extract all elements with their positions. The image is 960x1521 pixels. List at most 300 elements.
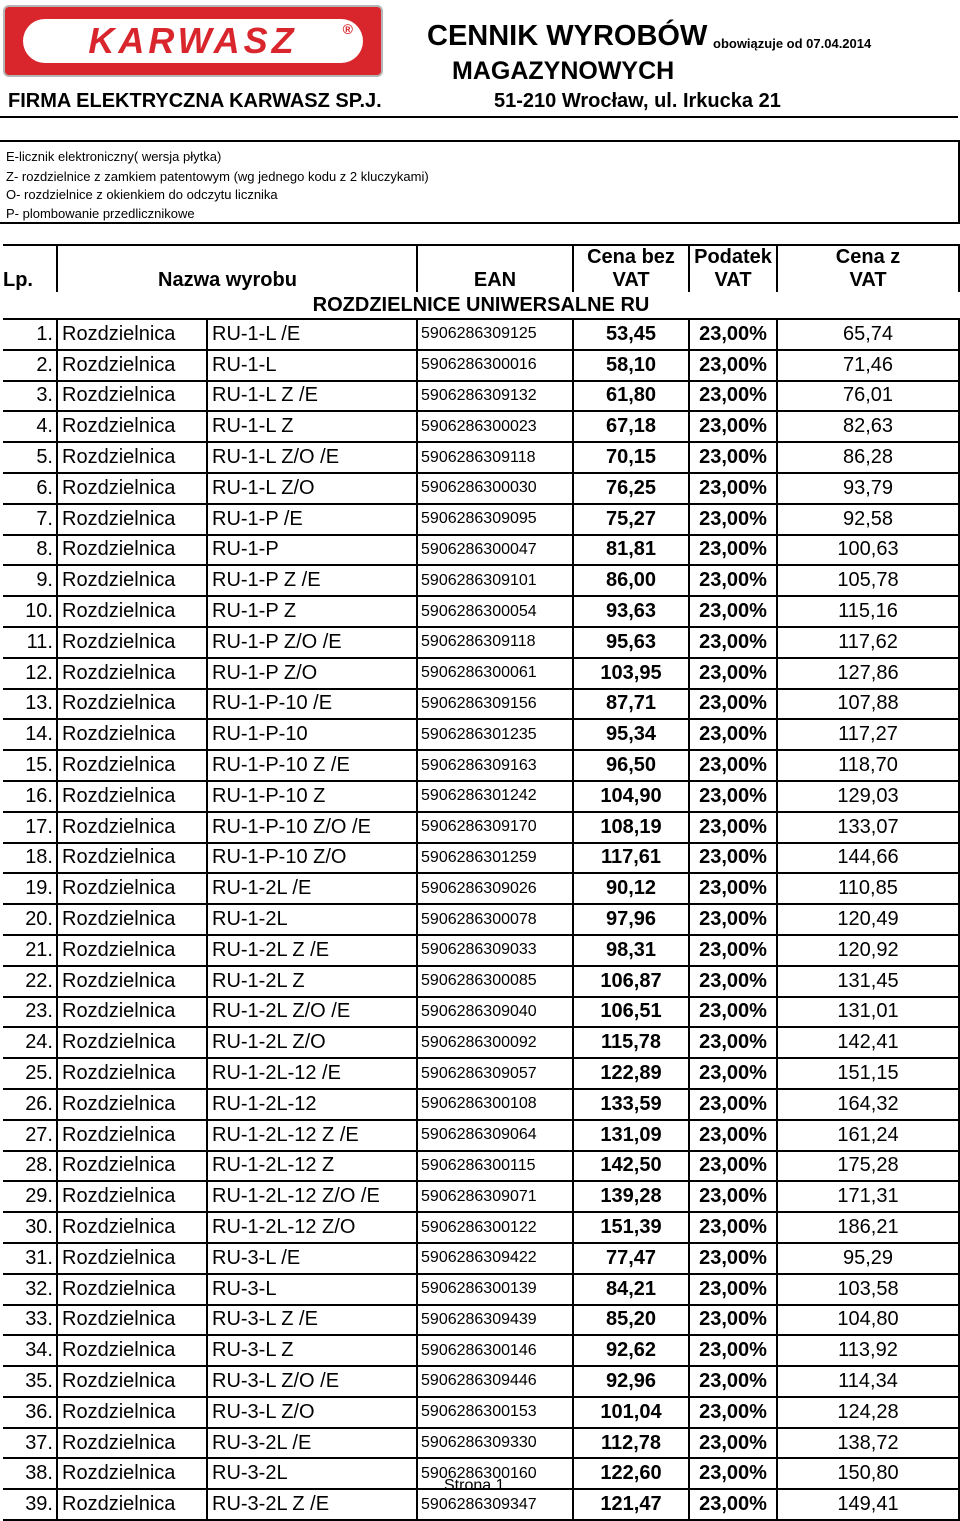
net-price: 86,00	[573, 565, 689, 596]
ean-code: 5906286309446	[417, 1366, 573, 1397]
header-lp: Lp.	[3, 245, 57, 292]
vat-rate: 23,00%	[689, 719, 777, 750]
row-number: 13.	[3, 689, 57, 720]
product-type: RU-3-L Z/O	[207, 1397, 417, 1428]
gross-price: 118,70	[777, 750, 959, 781]
vat-rate: 23,00%	[689, 1058, 777, 1089]
row-number: 36.	[3, 1397, 57, 1428]
net-price: 121,47	[573, 1489, 689, 1520]
gross-price: 164,32	[777, 1089, 959, 1120]
product-name: Rozdzielnica	[57, 1151, 207, 1182]
gross-price: 144,66	[777, 843, 959, 874]
ean-code: 5906286301242	[417, 781, 573, 812]
net-price: 122,89	[573, 1058, 689, 1089]
row-number: 24.	[3, 1027, 57, 1058]
product-type: RU-1-P	[207, 535, 417, 566]
gross-price: 129,03	[777, 781, 959, 812]
vat-rate: 23,00%	[689, 997, 777, 1028]
row-number: 23.	[3, 997, 57, 1028]
table-row	[3, 535, 959, 566]
gross-price: 86,28	[777, 442, 959, 473]
gross-price: 117,62	[777, 627, 959, 658]
net-price: 139,28	[573, 1181, 689, 1212]
ean-code: 5906286309095	[417, 504, 573, 535]
vat-rate: 23,00%	[689, 1335, 777, 1366]
ean-code: 5906286300047	[417, 535, 573, 566]
ean-code: 5906286300054	[417, 596, 573, 627]
product-type: RU-1-L /E	[207, 319, 417, 350]
gross-price: 131,45	[777, 966, 959, 997]
net-price: 104,90	[573, 781, 689, 812]
gross-price: 82,63	[777, 411, 959, 442]
gross-price: 120,92	[777, 935, 959, 966]
gross-price: 161,24	[777, 1120, 959, 1151]
gross-price: 65,74	[777, 319, 959, 350]
gross-price: 92,58	[777, 504, 959, 535]
vat-rate: 23,00%	[689, 535, 777, 566]
product-name: Rozdzielnica	[57, 1120, 207, 1151]
product-name: Rozdzielnica	[57, 1335, 207, 1366]
table-row	[3, 1181, 959, 1212]
vat-rate: 23,00%	[689, 442, 777, 473]
product-type: RU-1-2L	[207, 904, 417, 935]
gross-price: 76,01	[777, 381, 959, 412]
ean-code: 5906286300108	[417, 1089, 573, 1120]
table-row	[3, 750, 959, 781]
row-number: 11.	[3, 627, 57, 658]
product-name: Rozdzielnica	[57, 966, 207, 997]
row-number: 32.	[3, 1274, 57, 1305]
ean-code: 5906286309125	[417, 319, 573, 350]
row-number: 3.	[3, 381, 57, 412]
header-net-price	[573, 245, 689, 292]
row-number: 5.	[3, 442, 57, 473]
vat-rate: 23,00%	[689, 350, 777, 381]
product-type: RU-1-L	[207, 350, 417, 381]
logo-badge	[23, 19, 363, 63]
net-price: 90,12	[573, 873, 689, 904]
net-price: 77,47	[573, 1243, 689, 1274]
gross-price: 105,78	[777, 565, 959, 596]
row-number: 8.	[3, 535, 57, 566]
net-price: 93,63	[573, 596, 689, 627]
vat-rate: 23,00%	[689, 1089, 777, 1120]
row-number: 16.	[3, 781, 57, 812]
net-price: 151,39	[573, 1212, 689, 1243]
vat-rate: 23,00%	[689, 689, 777, 720]
valid-from-date: obowiązuje od 07.04.2014	[713, 36, 872, 51]
product-name: Rozdzielnica	[57, 565, 207, 596]
net-price: 61,80	[573, 381, 689, 412]
vat-rate: 23,00%	[689, 1428, 777, 1459]
product-type: RU-1-2L Z /E	[207, 935, 417, 966]
ean-code: 5906286309163	[417, 750, 573, 781]
vat-rate: 23,00%	[689, 565, 777, 596]
ean-code: 5906286309347	[417, 1489, 573, 1520]
table-row	[3, 1212, 959, 1243]
product-name: Rozdzielnica	[57, 873, 207, 904]
row-number: 30.	[3, 1212, 57, 1243]
product-name: Rozdzielnica	[57, 1243, 207, 1274]
vat-rate: 23,00%	[689, 1181, 777, 1212]
table-row	[3, 1397, 959, 1428]
product-type: RU-1-P Z/O	[207, 658, 417, 689]
vat-rate: 23,00%	[689, 812, 777, 843]
header-ean: EAN	[417, 245, 573, 292]
gross-price: 142,41	[777, 1027, 959, 1058]
gross-price: 149,41	[777, 1489, 959, 1520]
net-price: 98,31	[573, 935, 689, 966]
product-type: RU-1-2L-12 Z/O /E	[207, 1181, 417, 1212]
ean-code: 5906286309040	[417, 997, 573, 1028]
product-name: Rozdzielnica	[57, 658, 207, 689]
gross-price: 186,21	[777, 1212, 959, 1243]
ean-code: 5906286309330	[417, 1428, 573, 1459]
product-name: Rozdzielnica	[57, 1397, 207, 1428]
row-number: 37.	[3, 1428, 57, 1459]
product-type: RU-1-P Z	[207, 596, 417, 627]
vat-rate: 23,00%	[689, 627, 777, 658]
product-name: Rozdzielnica	[57, 596, 207, 627]
ean-code: 5906286301259	[417, 843, 573, 874]
table-row	[3, 904, 959, 935]
product-type: RU-3-L Z	[207, 1335, 417, 1366]
table-row	[3, 1428, 959, 1459]
header-divider	[0, 116, 958, 118]
table-row	[3, 1027, 959, 1058]
row-number: 10.	[3, 596, 57, 627]
net-price: 112,78	[573, 1428, 689, 1459]
gross-price: 117,27	[777, 719, 959, 750]
table-row	[3, 1335, 959, 1366]
gross-price: 175,28	[777, 1151, 959, 1182]
net-price: 96,50	[573, 750, 689, 781]
company-logo	[3, 5, 383, 77]
product-type: RU-3-2L Z /E	[207, 1489, 417, 1520]
gross-price: 104,80	[777, 1305, 959, 1336]
vat-rate: 23,00%	[689, 966, 777, 997]
ean-code: 5906286309422	[417, 1243, 573, 1274]
gross-price: 150,80	[777, 1458, 959, 1489]
gross-price: 171,31	[777, 1181, 959, 1212]
header-vat-line2: VAT	[714, 269, 752, 291]
row-number: 1.	[3, 319, 57, 350]
gross-price: 113,92	[777, 1335, 959, 1366]
ean-code: 5906286300092	[417, 1027, 573, 1058]
product-name: Rozdzielnica	[57, 627, 207, 658]
gross-price: 110,85	[777, 873, 959, 904]
product-name: Rozdzielnica	[57, 689, 207, 720]
product-name: Rozdzielnica	[57, 1305, 207, 1336]
row-number: 2.	[3, 350, 57, 381]
table-row	[3, 1243, 959, 1274]
vat-rate: 23,00%	[689, 1305, 777, 1336]
net-price: 92,96	[573, 1366, 689, 1397]
ean-code: 5906286300016	[417, 350, 573, 381]
row-number: 28.	[3, 1151, 57, 1182]
ean-code: 5906286300085	[417, 966, 573, 997]
product-type: RU-1-2L /E	[207, 873, 417, 904]
product-name: Rozdzielnica	[57, 719, 207, 750]
row-number: 17.	[3, 812, 57, 843]
net-price: 122,60	[573, 1458, 689, 1489]
product-name: Rozdzielnica	[57, 812, 207, 843]
table-row	[3, 935, 959, 966]
product-type: RU-1-P Z/O /E	[207, 627, 417, 658]
gross-price: 133,07	[777, 812, 959, 843]
header-gross-line1: Cena z	[835, 246, 901, 268]
product-type: RU-1-P Z /E	[207, 565, 417, 596]
ean-code: 5906286309057	[417, 1058, 573, 1089]
net-price: 95,34	[573, 719, 689, 750]
product-type: RU-1-P-10 Z /E	[207, 750, 417, 781]
table-row	[3, 1089, 959, 1120]
gross-price: 138,72	[777, 1428, 959, 1459]
table-row	[3, 781, 959, 812]
vat-rate: 23,00%	[689, 1458, 777, 1489]
vat-rate: 23,00%	[689, 1212, 777, 1243]
row-number: 7.	[3, 504, 57, 535]
product-name: Rozdzielnica	[57, 411, 207, 442]
registered-mark-icon: ®	[342, 21, 353, 37]
table-row	[3, 442, 959, 473]
product-name: Rozdzielnica	[57, 442, 207, 473]
header-vat-line1: Podatek	[694, 246, 772, 268]
vat-rate: 23,00%	[689, 1489, 777, 1520]
header-vat	[689, 245, 777, 292]
net-price: 76,25	[573, 473, 689, 504]
table-header-row	[3, 245, 959, 292]
net-price: 67,18	[573, 411, 689, 442]
product-type: RU-1-2L Z/O /E	[207, 997, 417, 1028]
vat-rate: 23,00%	[689, 1151, 777, 1182]
product-name: Rozdzielnica	[57, 1458, 207, 1489]
row-number: 25.	[3, 1058, 57, 1089]
logo-text: KARWASZ	[88, 20, 298, 61]
gross-price: 120,49	[777, 904, 959, 935]
legend-item: Z- rozdzielnice z zamkiem patentowym (wg jednego kodu z 2 kluczykami)	[6, 169, 429, 184]
vat-rate: 23,00%	[689, 319, 777, 350]
vat-rate: 23,00%	[689, 843, 777, 874]
gross-price: 103,58	[777, 1274, 959, 1305]
gross-price: 93,79	[777, 473, 959, 504]
table-row	[3, 411, 959, 442]
table-row	[3, 627, 959, 658]
net-price: 53,45	[573, 319, 689, 350]
row-number: 26.	[3, 1089, 57, 1120]
product-name: Rozdzielnica	[57, 1058, 207, 1089]
vat-rate: 23,00%	[689, 904, 777, 935]
ean-code: 5906286300153	[417, 1397, 573, 1428]
section-row	[3, 292, 959, 319]
header-name: Nazwa wyrobu	[57, 245, 417, 292]
table-row	[3, 843, 959, 874]
product-type: RU-3-2L	[207, 1458, 417, 1489]
product-type: RU-1-2L-12 Z	[207, 1151, 417, 1182]
product-name: Rozdzielnica	[57, 1089, 207, 1120]
table-row	[3, 966, 959, 997]
ean-code: 5906286301235	[417, 719, 573, 750]
gross-price: 127,86	[777, 658, 959, 689]
product-name: Rozdzielnica	[57, 1274, 207, 1305]
product-type: RU-1-L Z /E	[207, 381, 417, 412]
ean-code: 5906286309118	[417, 627, 573, 658]
ean-code: 5906286309026	[417, 873, 573, 904]
row-number: 6.	[3, 473, 57, 504]
product-type: RU-1-P-10 Z	[207, 781, 417, 812]
product-type: RU-1-2L Z/O	[207, 1027, 417, 1058]
ean-code: 5906286300146	[417, 1335, 573, 1366]
product-name: Rozdzielnica	[57, 504, 207, 535]
table-row	[3, 1274, 959, 1305]
row-number: 19.	[3, 873, 57, 904]
table-row	[3, 565, 959, 596]
gross-price: 115,16	[777, 596, 959, 627]
product-name: Rozdzielnica	[57, 843, 207, 874]
ean-code: 5906286300115	[417, 1151, 573, 1182]
table-row	[3, 719, 959, 750]
gross-price: 71,46	[777, 350, 959, 381]
vat-rate: 23,00%	[689, 504, 777, 535]
header-gross-line2: VAT	[849, 269, 887, 291]
product-name: Rozdzielnica	[57, 750, 207, 781]
product-type: RU-1-2L-12 Z /E	[207, 1120, 417, 1151]
legend-box	[0, 140, 960, 224]
product-name: Rozdzielnica	[57, 1366, 207, 1397]
net-price: 97,96	[573, 904, 689, 935]
table-row	[3, 596, 959, 627]
vat-rate: 23,00%	[689, 781, 777, 812]
product-name: Rozdzielnica	[57, 535, 207, 566]
product-name: Rozdzielnica	[57, 781, 207, 812]
header-net-line1: Cena bez	[587, 246, 675, 268]
vat-rate: 23,00%	[689, 873, 777, 904]
legend-item: E-licznik elektroniczny( wersja płytka)	[6, 149, 222, 164]
product-name: Rozdzielnica	[57, 935, 207, 966]
gross-price: 124,28	[777, 1397, 959, 1428]
vat-rate: 23,00%	[689, 1243, 777, 1274]
vat-rate: 23,00%	[689, 1120, 777, 1151]
page-subtitle: MAGAZYNOWYCH	[452, 57, 675, 85]
section-title: ROZDZIELNICE UNIWERSALNE RU	[3, 292, 959, 319]
row-number: 12.	[3, 658, 57, 689]
net-price: 103,95	[573, 658, 689, 689]
table-row	[3, 319, 959, 350]
row-number: 18.	[3, 843, 57, 874]
ean-code: 5906286300078	[417, 904, 573, 935]
ean-code: 5906286300061	[417, 658, 573, 689]
ean-code: 5906286300139	[417, 1274, 573, 1305]
product-type: RU-1-L Z/O /E	[207, 442, 417, 473]
net-price: 142,50	[573, 1151, 689, 1182]
header-net-line2: VAT	[612, 269, 650, 291]
ean-code: 5906286309071	[417, 1181, 573, 1212]
product-type: RU-3-L	[207, 1274, 417, 1305]
ean-code: 5906286309033	[417, 935, 573, 966]
product-type: RU-3-2L /E	[207, 1428, 417, 1459]
company-address: 51-210 Wrocław, ul. Irkucka 21	[494, 90, 781, 112]
ean-code: 5906286309118	[417, 442, 573, 473]
ean-code: 5906286309156	[417, 689, 573, 720]
row-number: 22.	[3, 966, 57, 997]
table-row	[3, 1120, 959, 1151]
net-price: 85,20	[573, 1305, 689, 1336]
row-number: 33.	[3, 1305, 57, 1336]
vat-rate: 23,00%	[689, 596, 777, 627]
product-name: Rozdzielnica	[57, 904, 207, 935]
gross-price: 114,34	[777, 1366, 959, 1397]
header-gross-price	[777, 245, 959, 292]
product-name: Rozdzielnica	[57, 1212, 207, 1243]
row-number: 20.	[3, 904, 57, 935]
product-type: RU-1-P /E	[207, 504, 417, 535]
ean-code: 5906286300030	[417, 473, 573, 504]
gross-price: 131,01	[777, 997, 959, 1028]
gross-price: 95,29	[777, 1243, 959, 1274]
gross-price: 100,63	[777, 535, 959, 566]
vat-rate: 23,00%	[689, 1397, 777, 1428]
table-row	[3, 350, 959, 381]
row-number: 35.	[3, 1366, 57, 1397]
vat-rate: 23,00%	[689, 658, 777, 689]
product-type: RU-1-P-10	[207, 719, 417, 750]
table-row	[3, 1305, 959, 1336]
product-name: Rozdzielnica	[57, 1489, 207, 1520]
product-name: Rozdzielnica	[57, 381, 207, 412]
product-type: RU-3-L /E	[207, 1243, 417, 1274]
product-type: RU-1-L Z/O	[207, 473, 417, 504]
product-name: Rozdzielnica	[57, 1428, 207, 1459]
table-row	[3, 1058, 959, 1089]
ean-code: 5906286300023	[417, 411, 573, 442]
row-number: 39.	[3, 1489, 57, 1520]
product-type: RU-1-P-10 Z/O	[207, 843, 417, 874]
product-type: RU-1-2L Z	[207, 966, 417, 997]
product-type: RU-1-2L-12 Z/O	[207, 1212, 417, 1243]
vat-rate: 23,00%	[689, 750, 777, 781]
row-number: 29.	[3, 1181, 57, 1212]
net-price: 87,71	[573, 689, 689, 720]
ean-code: 5906286309101	[417, 565, 573, 596]
vat-rate: 23,00%	[689, 1274, 777, 1305]
net-price: 81,81	[573, 535, 689, 566]
vat-rate: 23,00%	[689, 473, 777, 504]
net-price: 106,51	[573, 997, 689, 1028]
net-price: 131,09	[573, 1120, 689, 1151]
ean-code: 5906286309439	[417, 1305, 573, 1336]
table-row	[3, 812, 959, 843]
table-row	[3, 1366, 959, 1397]
product-type: RU-3-L Z/O /E	[207, 1366, 417, 1397]
legend-item: P- plombowanie przedlicznikowe	[6, 206, 195, 221]
product-name: Rozdzielnica	[57, 1027, 207, 1058]
vat-rate: 23,00%	[689, 1027, 777, 1058]
net-price: 75,27	[573, 504, 689, 535]
vat-rate: 23,00%	[689, 1366, 777, 1397]
product-type: RU-1-L Z	[207, 411, 417, 442]
product-type: RU-1-2L-12	[207, 1089, 417, 1120]
net-price: 133,59	[573, 1089, 689, 1120]
net-price: 115,78	[573, 1027, 689, 1058]
row-number: 21.	[3, 935, 57, 966]
product-name: Rozdzielnica	[57, 1181, 207, 1212]
ean-code: 5906286300160	[417, 1458, 573, 1489]
product-type: RU-1-P-10 Z/O /E	[207, 812, 417, 843]
net-price: 95,63	[573, 627, 689, 658]
table-row	[3, 473, 959, 504]
table-row	[3, 658, 959, 689]
row-number: 9.	[3, 565, 57, 596]
